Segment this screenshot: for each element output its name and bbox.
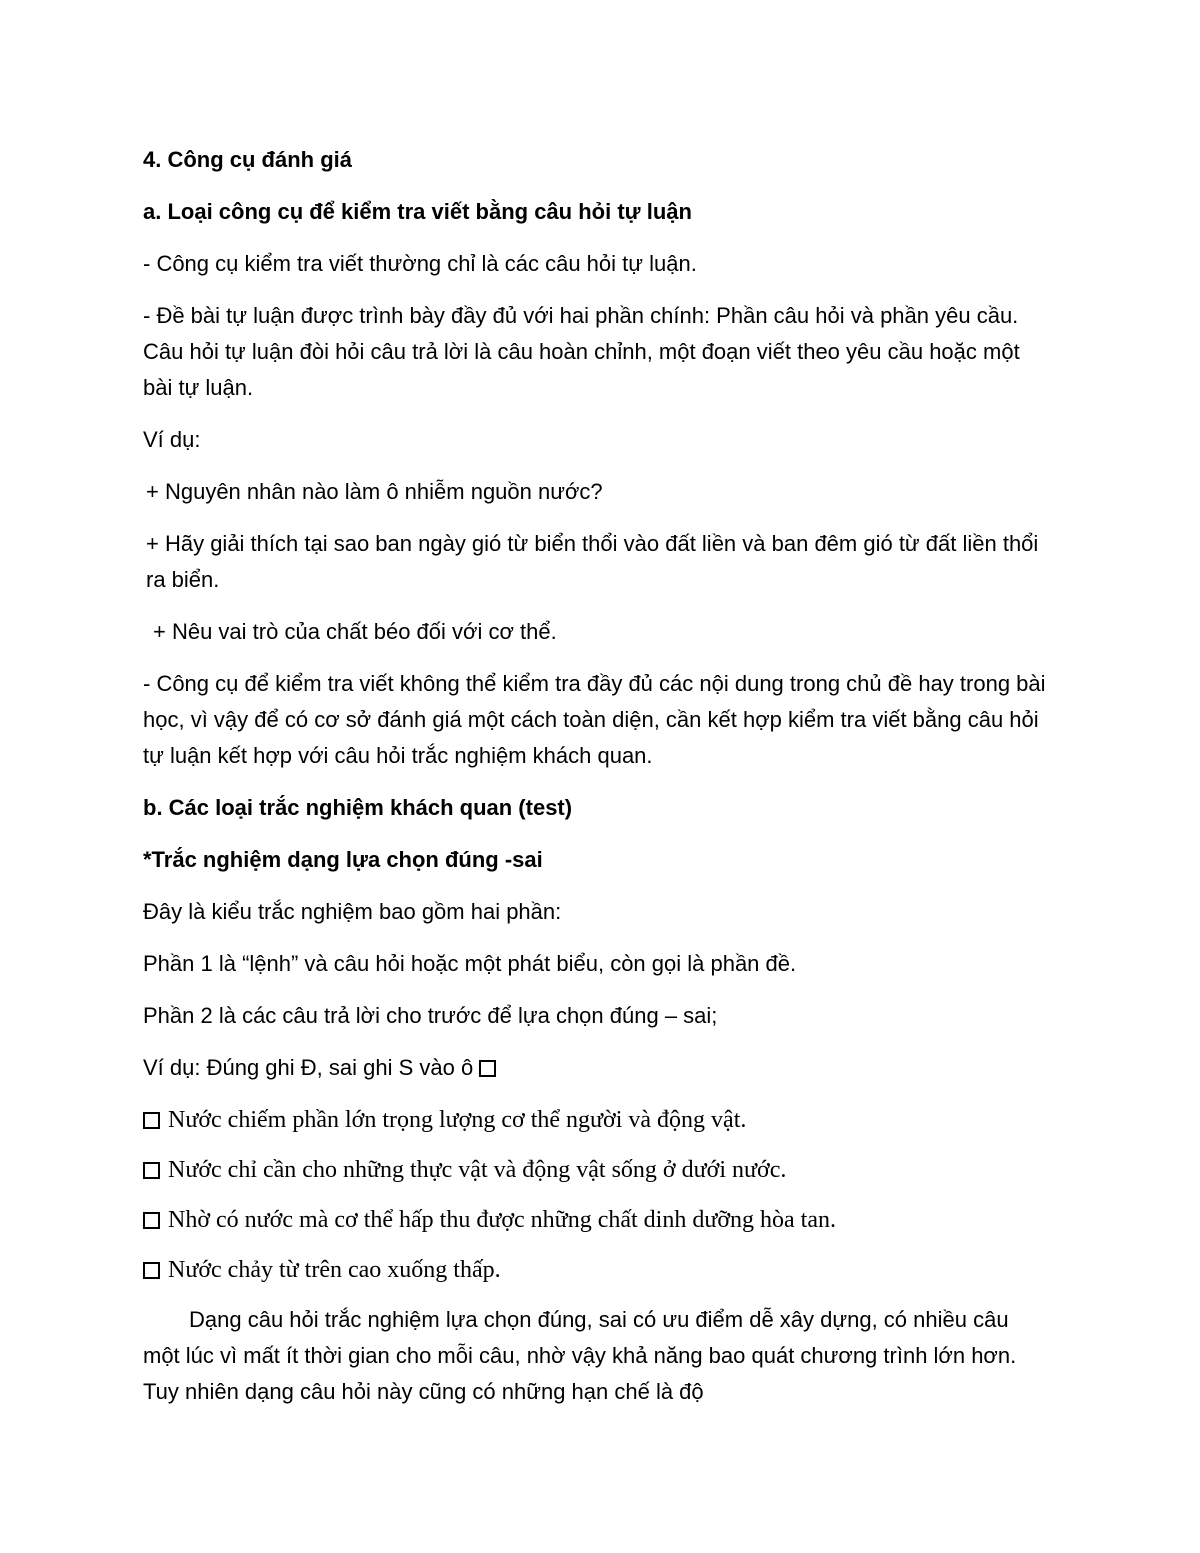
checkbox-item-text: Nhờ có nước mà cơ thể hấp thu được những chất dinh dưỡng hòa tan. bbox=[168, 1207, 837, 1233]
checkbox-icon[interactable] bbox=[143, 1262, 160, 1279]
paragraph-final: Dạng câu hỏi trắc nghiệm lựa chọn đúng, sai có ưu điểm dễ xây dựng, có nhiều câu một lúc vì mất ít thời gian cho mỗi câu, nhờ vậy khả năng bao quát chương trình lớn hơn. Tuy nhiên dạng câu hỏi này cũng có những hạn chế là độ bbox=[143, 1307, 1017, 1404]
paragraph-b3: Phần 2 là các câu trả lời cho trước để lựa chọn đúng – sai; bbox=[143, 1003, 718, 1028]
checkbox-item-3 bbox=[143, 1202, 1048, 1238]
checkbox-icon[interactable] bbox=[143, 1212, 160, 1229]
heading-main: 4. Công cụ đánh giá bbox=[143, 147, 353, 172]
checkbox-item-1 bbox=[143, 1102, 1048, 1138]
heading-b: b. Các loại trắc nghiệm khách quan (test) bbox=[143, 795, 573, 820]
checkbox-icon bbox=[479, 1060, 496, 1077]
document-page bbox=[143, 142, 1048, 1426]
checkbox-item-text: Nước chiếm phần lớn trọng lượng cơ thể người và động vật. bbox=[168, 1107, 747, 1133]
checkbox-item-2 bbox=[143, 1152, 1048, 1188]
paragraph-a1: - Công cụ kiểm tra viết thường chỉ là các câu hỏi tự luận. bbox=[143, 251, 697, 276]
example-item-1: + Nguyên nhân nào làm ô nhiễm nguồn nước? bbox=[146, 479, 603, 504]
checkbox-item-text: Nước chỉ cần cho những thực vật và động vật sống ở dưới nước. bbox=[168, 1157, 787, 1183]
paragraph-b1: Đây là kiểu trắc nghiệm bao gồm hai phần: bbox=[143, 899, 562, 924]
paragraph-b4-text: Ví dụ: Đúng ghi Đ, sai ghi S vào ô bbox=[143, 1055, 474, 1080]
paragraph-a3: - Công cụ để kiểm tra viết không thể kiểm tra đầy đủ các nội dung trong chủ đề hay trong bài học, vì vậy để có cơ sở đánh giá một cách toàn diện, cần kết hợp kiểm tra viết bằng câu hỏi tự luận kết hợp với câu hỏi trắc nghiệm khách quan. bbox=[143, 671, 1046, 768]
paragraph-a2: - Đề bài tự luận được trình bày đầy đủ với hai phần chính: Phần câu hỏi và phần yêu cầu. Câu hỏi tự luận đòi hỏi câu trả lời là câu hoàn chỉnh, một đoạn viết theo yêu cầu hoặc một bài tự luận. bbox=[143, 303, 1020, 400]
checkbox-item-4 bbox=[143, 1252, 1048, 1288]
example-item-3: + Nêu vai trò của chất béo đối với cơ thể. bbox=[153, 619, 557, 644]
checkbox-icon[interactable] bbox=[143, 1112, 160, 1129]
example-item-2: + Hãy giải thích tại sao ban ngày gió từ biển thổi vào đất liền và ban đêm gió từ đất liền thổi ra biển. bbox=[146, 531, 1039, 592]
heading-a: a. Loại công cụ để kiểm tra viết bằng câu hỏi tự luận bbox=[143, 199, 692, 224]
example-label: Ví dụ: bbox=[143, 427, 201, 452]
checkbox-item-text: Nước chảy từ trên cao xuống thấp. bbox=[168, 1257, 501, 1283]
paragraph-b2: Phần 1 là “lệnh” và câu hỏi hoặc một phát biểu, còn gọi là phần đề. bbox=[143, 951, 797, 976]
heading-b1: *Trắc nghiệm dạng lựa chọn đúng -sai bbox=[143, 847, 543, 872]
paragraph-b4 bbox=[143, 1050, 1048, 1086]
checkbox-icon[interactable] bbox=[143, 1162, 160, 1179]
